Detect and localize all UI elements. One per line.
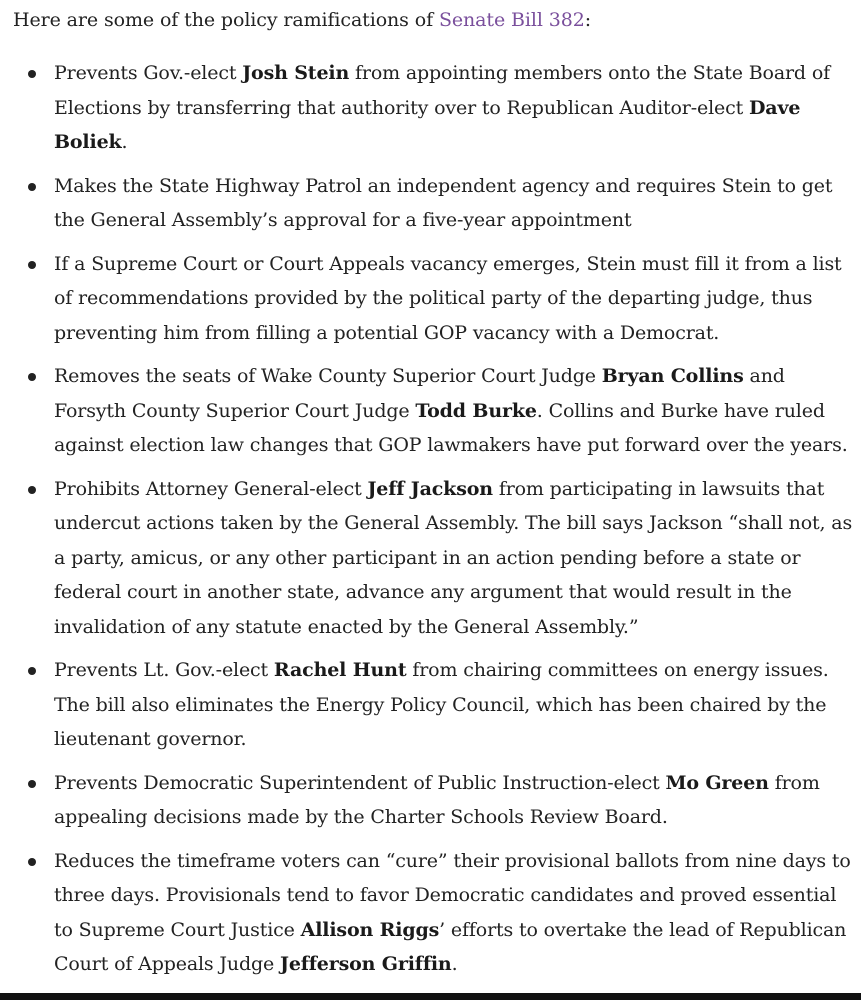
bullet-dot-icon (28, 780, 36, 788)
bold-name: Dave Boliek (54, 96, 801, 153)
text-run: from chairing committees on energy issues. The bill also eliminates the Energy Policy Council, which has been chaired by the lieutenant governor. (54, 659, 829, 750)
text-run: Reduces the timeframe voters can “cure” their provisional ballots from nine days to three days. Provisionals tend to favor Democratic candidates and proved essential to Supreme Court Justice (54, 849, 851, 941)
bullet-dot-icon (28, 373, 36, 381)
intro-suffix: : (584, 9, 592, 31)
list-item (13, 359, 855, 463)
bold-name: Rachel Hunt (273, 659, 407, 681)
bottom-bar (0, 993, 861, 1000)
list-item (13, 766, 855, 835)
bold-name: Mo Green (665, 771, 769, 794)
list-item (13, 653, 855, 757)
text-run: from participating in lawsuits that undercut actions taken by the General Assembly. The bill says Jackson “shall not, as a party, amicus, or any other participant in an action pending before a state or federal court in another state, advance any argument that would result in the invalidation of any statute enacted by the General Assembly.” (54, 477, 853, 638)
text-run: from appealing decisions made by the Charter Schools Review Board. (54, 771, 820, 828)
text-run: . (121, 131, 128, 153)
list-item (13, 844, 855, 982)
bold-name: Allison Riggs (300, 918, 440, 941)
bold-name: Jefferson Griffin (279, 953, 452, 975)
text-run: Prevents Lt. Gov.-elect (54, 659, 274, 681)
list-item (13, 472, 855, 645)
intro-prefix: Here are some of the policy ramifications of (13, 9, 439, 31)
text-run: Makes the State Highway Patrol an independent agency and requires Stein to get the General Assembly’s approval for a five-year appointment (54, 174, 833, 231)
text-run: . (451, 953, 458, 975)
intro-paragraph (13, 4, 855, 36)
bold-name: Bryan Collins (601, 365, 744, 387)
text-run: and Forsyth County Superior Court Judge (54, 365, 785, 422)
bullet-dot-icon (28, 667, 36, 675)
bullet-dot-icon (28, 858, 36, 866)
bold-name: Jeff Jackson (367, 477, 493, 500)
senate-bill-link[interactable]: Senate Bill 382 (438, 9, 585, 31)
text-run: Prevents Gov.-elect (54, 62, 243, 84)
bullet-dot-icon (28, 486, 36, 494)
text-run: ’ efforts to overtake the lead of Republican Court of Appeals Judge (54, 918, 847, 975)
list-item (13, 169, 855, 238)
bold-name: Todd Burke (415, 399, 537, 422)
text-run: Prohibits Attorney General-elect (54, 477, 368, 500)
text-run: If a Supreme Court or Court Appeals vacancy emerges, Stein must fill it from a list of recommendations provided by the political party of the departing judge, thus preventing him from filling a potential GOP vacancy with a Democrat. (54, 252, 842, 344)
list-item (13, 247, 855, 351)
bullet-dot-icon (28, 183, 36, 191)
bullet-dot-icon (28, 261, 36, 269)
article-body (13, 4, 855, 991)
text-run: . Collins and Burke have ruled against election law changes that GOP lawmakers have put forward over the years. (54, 399, 848, 456)
list-item (13, 56, 855, 160)
text-run: Prevents Democratic Superintendent of Public Instruction-elect (54, 771, 666, 794)
ramifications-list (13, 56, 855, 982)
text-run: from appointing members onto the State Board of Elections by transferring that authority over to Republican Auditor-elect (54, 62, 830, 119)
text-run: Removes the seats of Wake County Superior Court Judge (54, 365, 602, 387)
bullet-dot-icon (28, 70, 36, 78)
bold-name: Josh Stein (242, 62, 350, 84)
